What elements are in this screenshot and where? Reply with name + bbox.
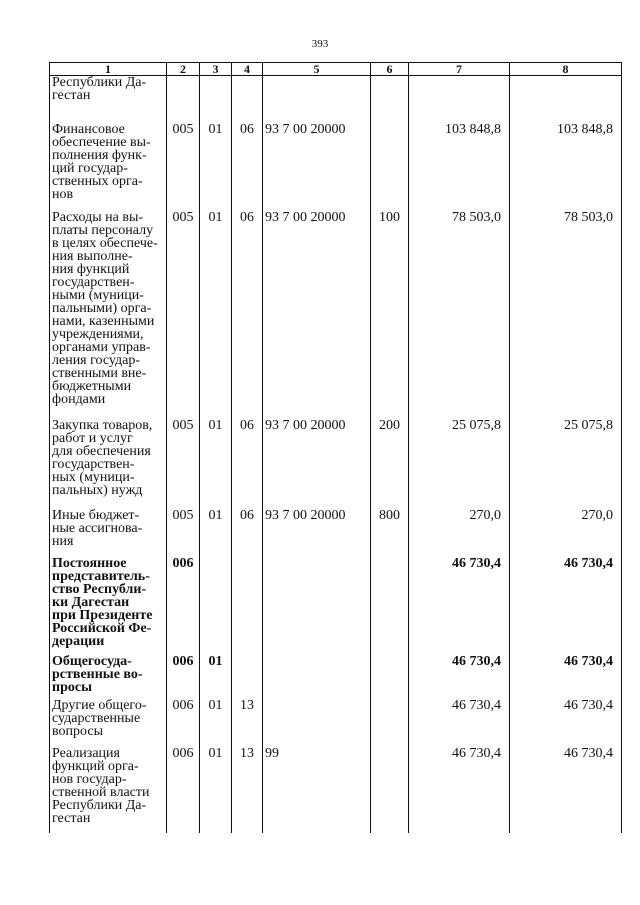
- cell-col-6: 800: [371, 505, 409, 553]
- cell-col-3: 01: [200, 695, 232, 743]
- cell-col-7: 103 848,8: [409, 119, 510, 207]
- cell-col-3: [200, 76, 232, 119]
- cell-col-5: [263, 553, 371, 651]
- table-row: [50, 651, 622, 695]
- cell-col-1: Реализация функций орга- нов государ- ственной власти Республики Да- гестан: [50, 743, 167, 833]
- cell-col-6: [371, 553, 409, 651]
- cell-col-1: Другие общего- сударственные вопросы: [50, 695, 167, 743]
- cell-col-8: 78 503,0: [510, 207, 622, 415]
- cell-col-7: 78 503,0: [409, 207, 510, 415]
- cell-col-1: Финансовое обеспечение вы- полнения функ- ций государ- ственных орга- нов: [50, 119, 167, 207]
- cell-col-4: [232, 553, 263, 651]
- cell-col-3: 01: [200, 415, 232, 505]
- cell-col-8: 46 730,4: [510, 553, 622, 651]
- cell-col-1: Общегосуда- рственные во- просы: [50, 651, 167, 695]
- cell-col-2: 005: [167, 505, 200, 553]
- column-header-4: 4: [232, 63, 263, 76]
- cell-col-4: 13: [232, 743, 263, 833]
- cell-col-6: [371, 743, 409, 833]
- table-row: [50, 415, 622, 505]
- column-header-8: 8: [510, 63, 622, 76]
- cell-col-7: 46 730,4: [409, 651, 510, 695]
- cell-col-1: Республики Да- гестан: [50, 76, 167, 119]
- cell-col-7: [409, 76, 510, 119]
- cell-col-7: 25 075,8: [409, 415, 510, 505]
- table-row: [50, 76, 622, 119]
- cell-col-7: 270,0: [409, 505, 510, 553]
- cell-col-2: 005: [167, 207, 200, 415]
- cell-col-2: 006: [167, 651, 200, 695]
- cell-col-1: Постоянное представитель- ство Республи- ки Дагестан при Президенте Российской Фе- дерации: [50, 553, 167, 651]
- column-header-3: 3: [200, 63, 232, 76]
- cell-col-3: 01: [200, 743, 232, 833]
- cell-col-1: Иные бюджет- ные ассигнова- ния: [50, 505, 167, 553]
- cell-col-7: 46 730,4: [409, 743, 510, 833]
- table-header-row: [50, 63, 622, 76]
- column-header-5: 5: [263, 63, 371, 76]
- cell-col-8: 46 730,4: [510, 651, 622, 695]
- cell-col-5: 93 7 00 20000: [263, 119, 371, 207]
- table-row: [50, 207, 622, 415]
- cell-col-3: 01: [200, 651, 232, 695]
- cell-col-6: [371, 651, 409, 695]
- table-body: [50, 76, 622, 833]
- cell-col-4: 06: [232, 207, 263, 415]
- budget-table: [49, 62, 622, 833]
- column-header-6: 6: [371, 63, 409, 76]
- cell-col-3: 01: [200, 505, 232, 553]
- cell-col-3: 01: [200, 119, 232, 207]
- cell-col-2: 005: [167, 415, 200, 505]
- cell-col-8: 25 075,8: [510, 415, 622, 505]
- cell-col-8: 103 848,8: [510, 119, 622, 207]
- cell-col-8: 270,0: [510, 505, 622, 553]
- cell-col-6: [371, 76, 409, 119]
- column-header-7: 7: [409, 63, 510, 76]
- cell-col-2: 006: [167, 743, 200, 833]
- cell-col-5: [263, 76, 371, 119]
- cell-col-7: 46 730,4: [409, 695, 510, 743]
- cell-col-4: 06: [232, 505, 263, 553]
- table-row: [50, 553, 622, 651]
- table-row: [50, 695, 622, 743]
- cell-col-4: [232, 76, 263, 119]
- cell-col-3: [200, 553, 232, 651]
- cell-col-1: Расходы на вы- платы персоналу в целях обеспече- ния выполне- ния функций государствен- ными (муници- пальными) орга- нами, казенными учреждениями, органами управ- ления государ- ственными вне- бюджетными фондами: [50, 207, 167, 415]
- cell-col-1: Закупка товаров, работ и услуг для обеспечения государствен- ных (муници- пальных) нужд: [50, 415, 167, 505]
- cell-col-4: 06: [232, 415, 263, 505]
- column-header-2: 2: [167, 63, 200, 76]
- cell-col-2: 006: [167, 553, 200, 651]
- cell-col-5: 93 7 00 20000: [263, 415, 371, 505]
- cell-col-5: [263, 695, 371, 743]
- cell-col-5: 93 7 00 20000: [263, 505, 371, 553]
- cell-col-5: [263, 651, 371, 695]
- cell-col-3: 01: [200, 207, 232, 415]
- cell-col-8: 46 730,4: [510, 743, 622, 833]
- cell-col-2: 006: [167, 695, 200, 743]
- cell-col-8: [510, 76, 622, 119]
- table-row: [50, 505, 622, 553]
- cell-col-4: 13: [232, 695, 263, 743]
- cell-col-8: 46 730,4: [510, 695, 622, 743]
- cell-col-4: 06: [232, 119, 263, 207]
- table-row: [50, 743, 622, 833]
- cell-col-6: 100: [371, 207, 409, 415]
- cell-col-5: 99: [263, 743, 371, 833]
- page-number: 393: [311, 38, 329, 50]
- table-row: [50, 119, 622, 207]
- cell-col-2: 005: [167, 119, 200, 207]
- column-header-1: 1: [50, 63, 167, 76]
- cell-col-5: 93 7 00 20000: [263, 207, 371, 415]
- cell-col-6: [371, 695, 409, 743]
- cell-col-2: [167, 76, 200, 119]
- cell-col-6: [371, 119, 409, 207]
- cell-col-6: 200: [371, 415, 409, 505]
- cell-col-4: [232, 651, 263, 695]
- cell-col-7: 46 730,4: [409, 553, 510, 651]
